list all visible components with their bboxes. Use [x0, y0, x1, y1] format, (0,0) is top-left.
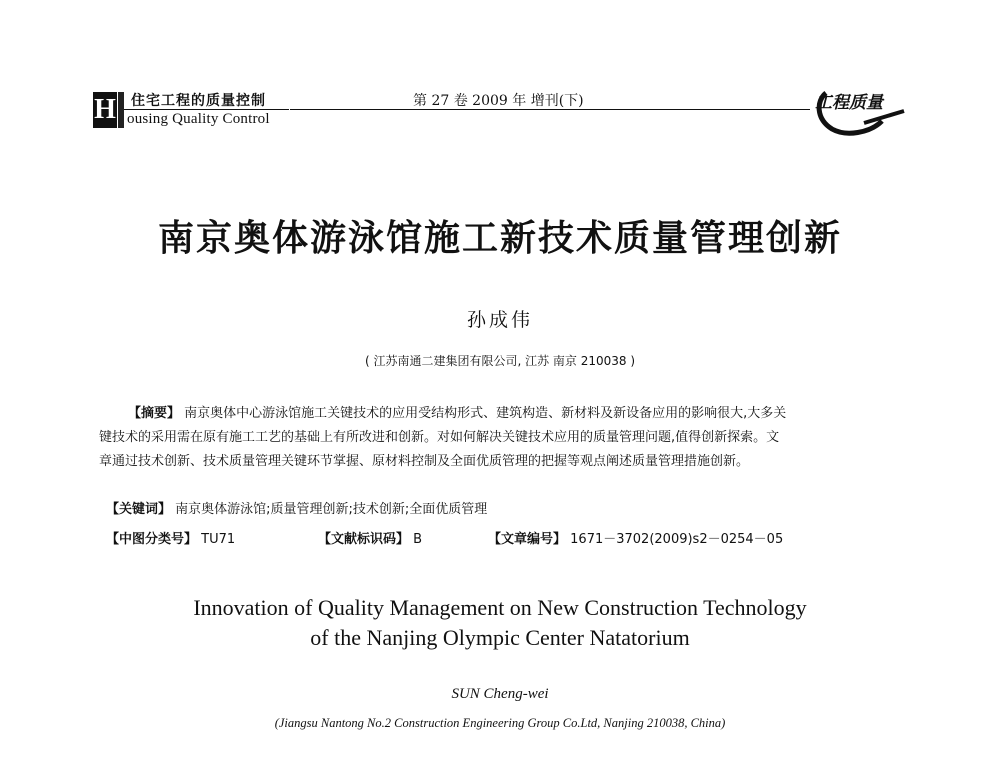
journal-section-en: ousing Quality Control: [127, 111, 270, 127]
classification-value: TU71: [201, 532, 236, 547]
classification-label: 【中图分类号】: [106, 532, 198, 547]
paper-title-en-line-1: Innovation of Quality Management on New Construction Technology: [193, 595, 807, 620]
document-code-value: B: [413, 532, 423, 547]
author-cn: 孙成伟: [466, 309, 533, 331]
keywords-label: 【关键词】: [106, 502, 172, 517]
header-rule-right: [290, 109, 810, 110]
keywords-value: 南京奥体游泳馆;质量管理创新;技术创新;全面优质管理: [175, 502, 488, 517]
journal-logo-strip: [118, 92, 124, 128]
keywords: [106, 498, 487, 522]
abstract-line-2: 键技术的采用需在原有施工工艺的基础上有所改进和创新。对如何解决关键技术应用的质量管理问题,值得创新探索。文: [99, 430, 780, 445]
abstract-line-1: [128, 402, 786, 426]
article-number: [488, 528, 783, 552]
paper-title-en: [0, 593, 1000, 653]
article-number-label: 【文章编号】: [488, 532, 567, 547]
paper-title-cn: 南京奥体游泳馆施工新技术质量管理创新: [157, 218, 842, 259]
abstract-label: 【摘要】: [128, 406, 181, 421]
journal-section-cn: 住宅工程的质量控制: [131, 93, 266, 109]
header-rule-left: [124, 109, 289, 110]
paper-title-en-line-2: of the Nanjing Olympic Center Natatorium: [310, 625, 690, 650]
volume-issue: 第 27 卷 2009 年 增刊(下): [413, 93, 584, 109]
document-code-label: 【文献标识码】: [318, 532, 410, 547]
affiliation-en: (Jiangsu Nantong No.2 Construction Engineering Group Co.Ltd, Nanjing 210038, China): [274, 716, 726, 730]
journal-logo-letter: H: [94, 94, 116, 125]
journal-logo: [93, 92, 117, 128]
affiliation-cn: ( 江苏南通二建集团有限公司, 江苏 南京 210038 ): [364, 354, 636, 368]
article-number-value: 1671－3702(2009)s2－0254－05: [570, 532, 784, 547]
document-code: [318, 528, 422, 552]
classification: [106, 528, 235, 552]
brand-name: 工程质量: [815, 93, 883, 113]
abstract-text-1: 南京奥体中心游泳馆施工关键技术的应用受结构形式、建筑构造、新材料及新设备应用的影响很大,大多关: [184, 406, 787, 421]
author-en: SUN Cheng-wei: [451, 686, 549, 702]
abstract-line-3: 章通过技术创新、技术质量管理关键环节掌握、原材料控制及全面优质管理的把握等观点阐述质量管理措施创新。: [99, 454, 750, 469]
